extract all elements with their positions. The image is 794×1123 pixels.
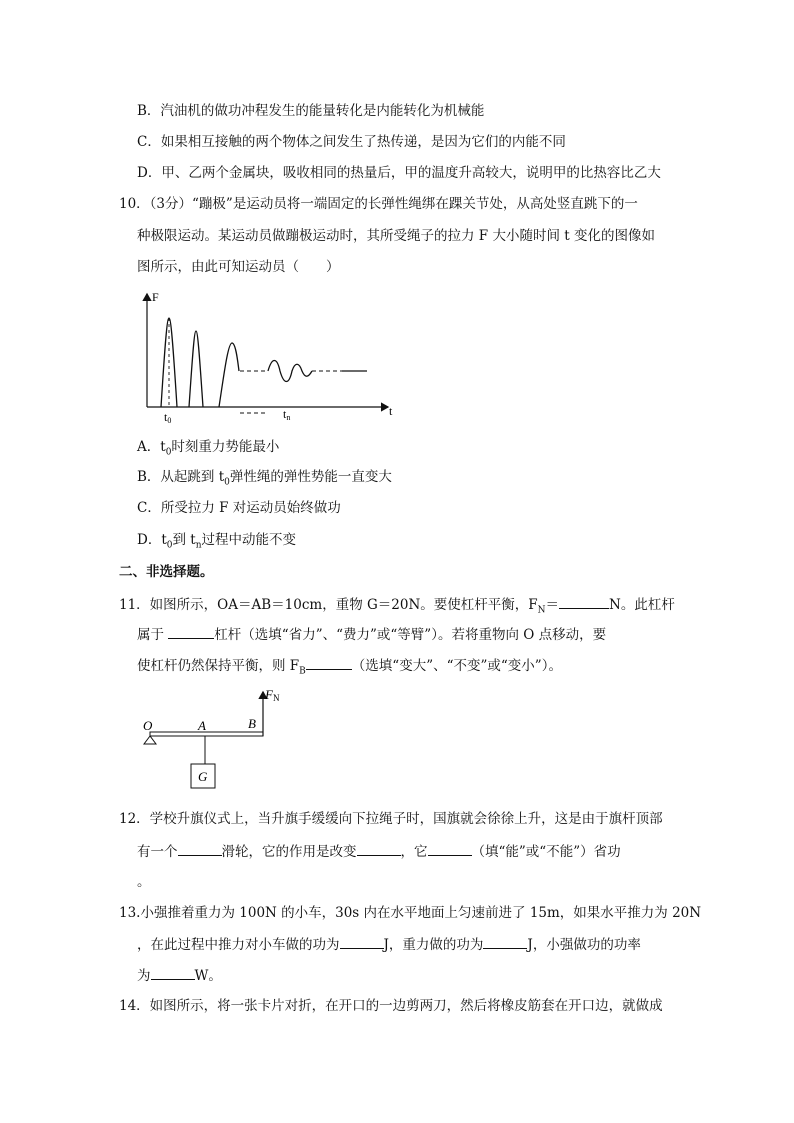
q10-option-c: C．所受拉力 F 对运动员始终做功 bbox=[137, 500, 341, 516]
tn-label: tn bbox=[283, 407, 291, 422]
q9-option-d: D．甲、乙两个金属块，吸收相同的热量后，甲的温度升高较大，说明甲的比热容比乙大 bbox=[137, 165, 661, 181]
q12-line-3: 。 bbox=[137, 874, 151, 890]
q10-option-a: A．$t_0$时刻重力势能最小 bbox=[137, 439, 280, 458]
lever-bar bbox=[150, 732, 263, 736]
label-a: A bbox=[198, 718, 206, 733]
label-b: B bbox=[248, 716, 256, 731]
q10-option-b: B．从起跳到 $t_0$弹性绳的弹性势能一直变大 bbox=[137, 469, 392, 488]
q13-line-1: 13.小强推着重力为 100N 的小车，30s 内在水平地面上匀速前进了 15m，如果水平推力为 20N bbox=[119, 905, 702, 921]
label-g: G bbox=[198, 769, 208, 784]
force-oscillation bbox=[268, 361, 312, 382]
pivot-triangle bbox=[144, 736, 156, 744]
q13-line-2: ，在此过程中推力对小车做的功为 J，重力做的功为 J，小强做功的功率 bbox=[137, 934, 641, 955]
t0-label: t0 bbox=[164, 410, 172, 425]
q12-line-2: 有一个 滑轮，它的作用是改变 ，它 （填“能”或“不能”）省功 bbox=[137, 841, 621, 862]
t-axis-label: t bbox=[389, 404, 393, 418]
label-fn: FN bbox=[265, 687, 280, 703]
q11-line-3: 使杠杆仍然保持平衡，则 $F_B$ （选填“变大”、“不变”或“变小”）。 bbox=[137, 655, 562, 682]
f-axis-label: F bbox=[152, 290, 159, 304]
q11-blank-fb[interactable] bbox=[306, 655, 352, 670]
q14-line-1: 14．如图所示，将一张卡片对折，在开口的一边剪两刀，然后将橡皮筋套在开口边，就做成 bbox=[119, 998, 663, 1014]
q11-line-1: 11．如图所示，OA＝AB＝10cm，重物 G＝20N。要使杠杆平衡，$F_N= N$。此杠杆 bbox=[119, 594, 675, 621]
q11-blank-lever-type[interactable] bbox=[168, 624, 214, 639]
q10-stem-line-1: 10．（3分）“蹦极”是运动员将一端固定的长弹性绳绑在踝关节处，从高处竖直跳下的一 bbox=[119, 196, 638, 212]
force-time-graph bbox=[130, 284, 410, 429]
q12-blank-save-work[interactable] bbox=[428, 841, 472, 856]
q10-stem-line-3: 图所示，由此可知运动员（ ） bbox=[137, 259, 340, 275]
label-o: O bbox=[143, 718, 153, 733]
q9-option-c: C．如果相互接触的两个物体之间发生了热传递，是因为它们的内能不同 bbox=[137, 134, 566, 150]
q10-option-d: D．$t_0$到 $t_n$过程中动能不变 bbox=[137, 532, 296, 551]
q13-blank-gravity-work[interactable] bbox=[483, 934, 527, 949]
q13-blank-power[interactable] bbox=[151, 965, 195, 980]
q10-stem-line-2: 种极限运动。某运动员做蹦极运动时，其所受绳子的拉力 F 大小随时间 t 变化的图像如 bbox=[137, 228, 655, 244]
q13-blank-push-work[interactable] bbox=[340, 934, 384, 949]
q11-blank-fn[interactable] bbox=[559, 594, 609, 609]
q12-blank-pulley[interactable] bbox=[178, 841, 222, 856]
q11-line-2: 属于 杠杆（选填“省力”、“费力”或“等臂”）。若将重物向 O 点移动，要 bbox=[137, 624, 606, 645]
q13-line-3: 为 W。 bbox=[137, 965, 222, 986]
section-heading: 二、非选择题。 bbox=[119, 564, 214, 580]
q12-line-1: 12．学校升旗仪式上，当升旗手缓缓向下拉绳子时，国旗就会徐徐上升，这是由于旗杆顶部 bbox=[119, 811, 663, 827]
q9-option-b: B．汽油机的做功冲程发生的能量转化是内能转化为机械能 bbox=[137, 103, 485, 119]
q12-blank-change[interactable] bbox=[357, 841, 401, 856]
force-curve bbox=[161, 318, 239, 407]
lever-diagram bbox=[138, 684, 288, 796]
